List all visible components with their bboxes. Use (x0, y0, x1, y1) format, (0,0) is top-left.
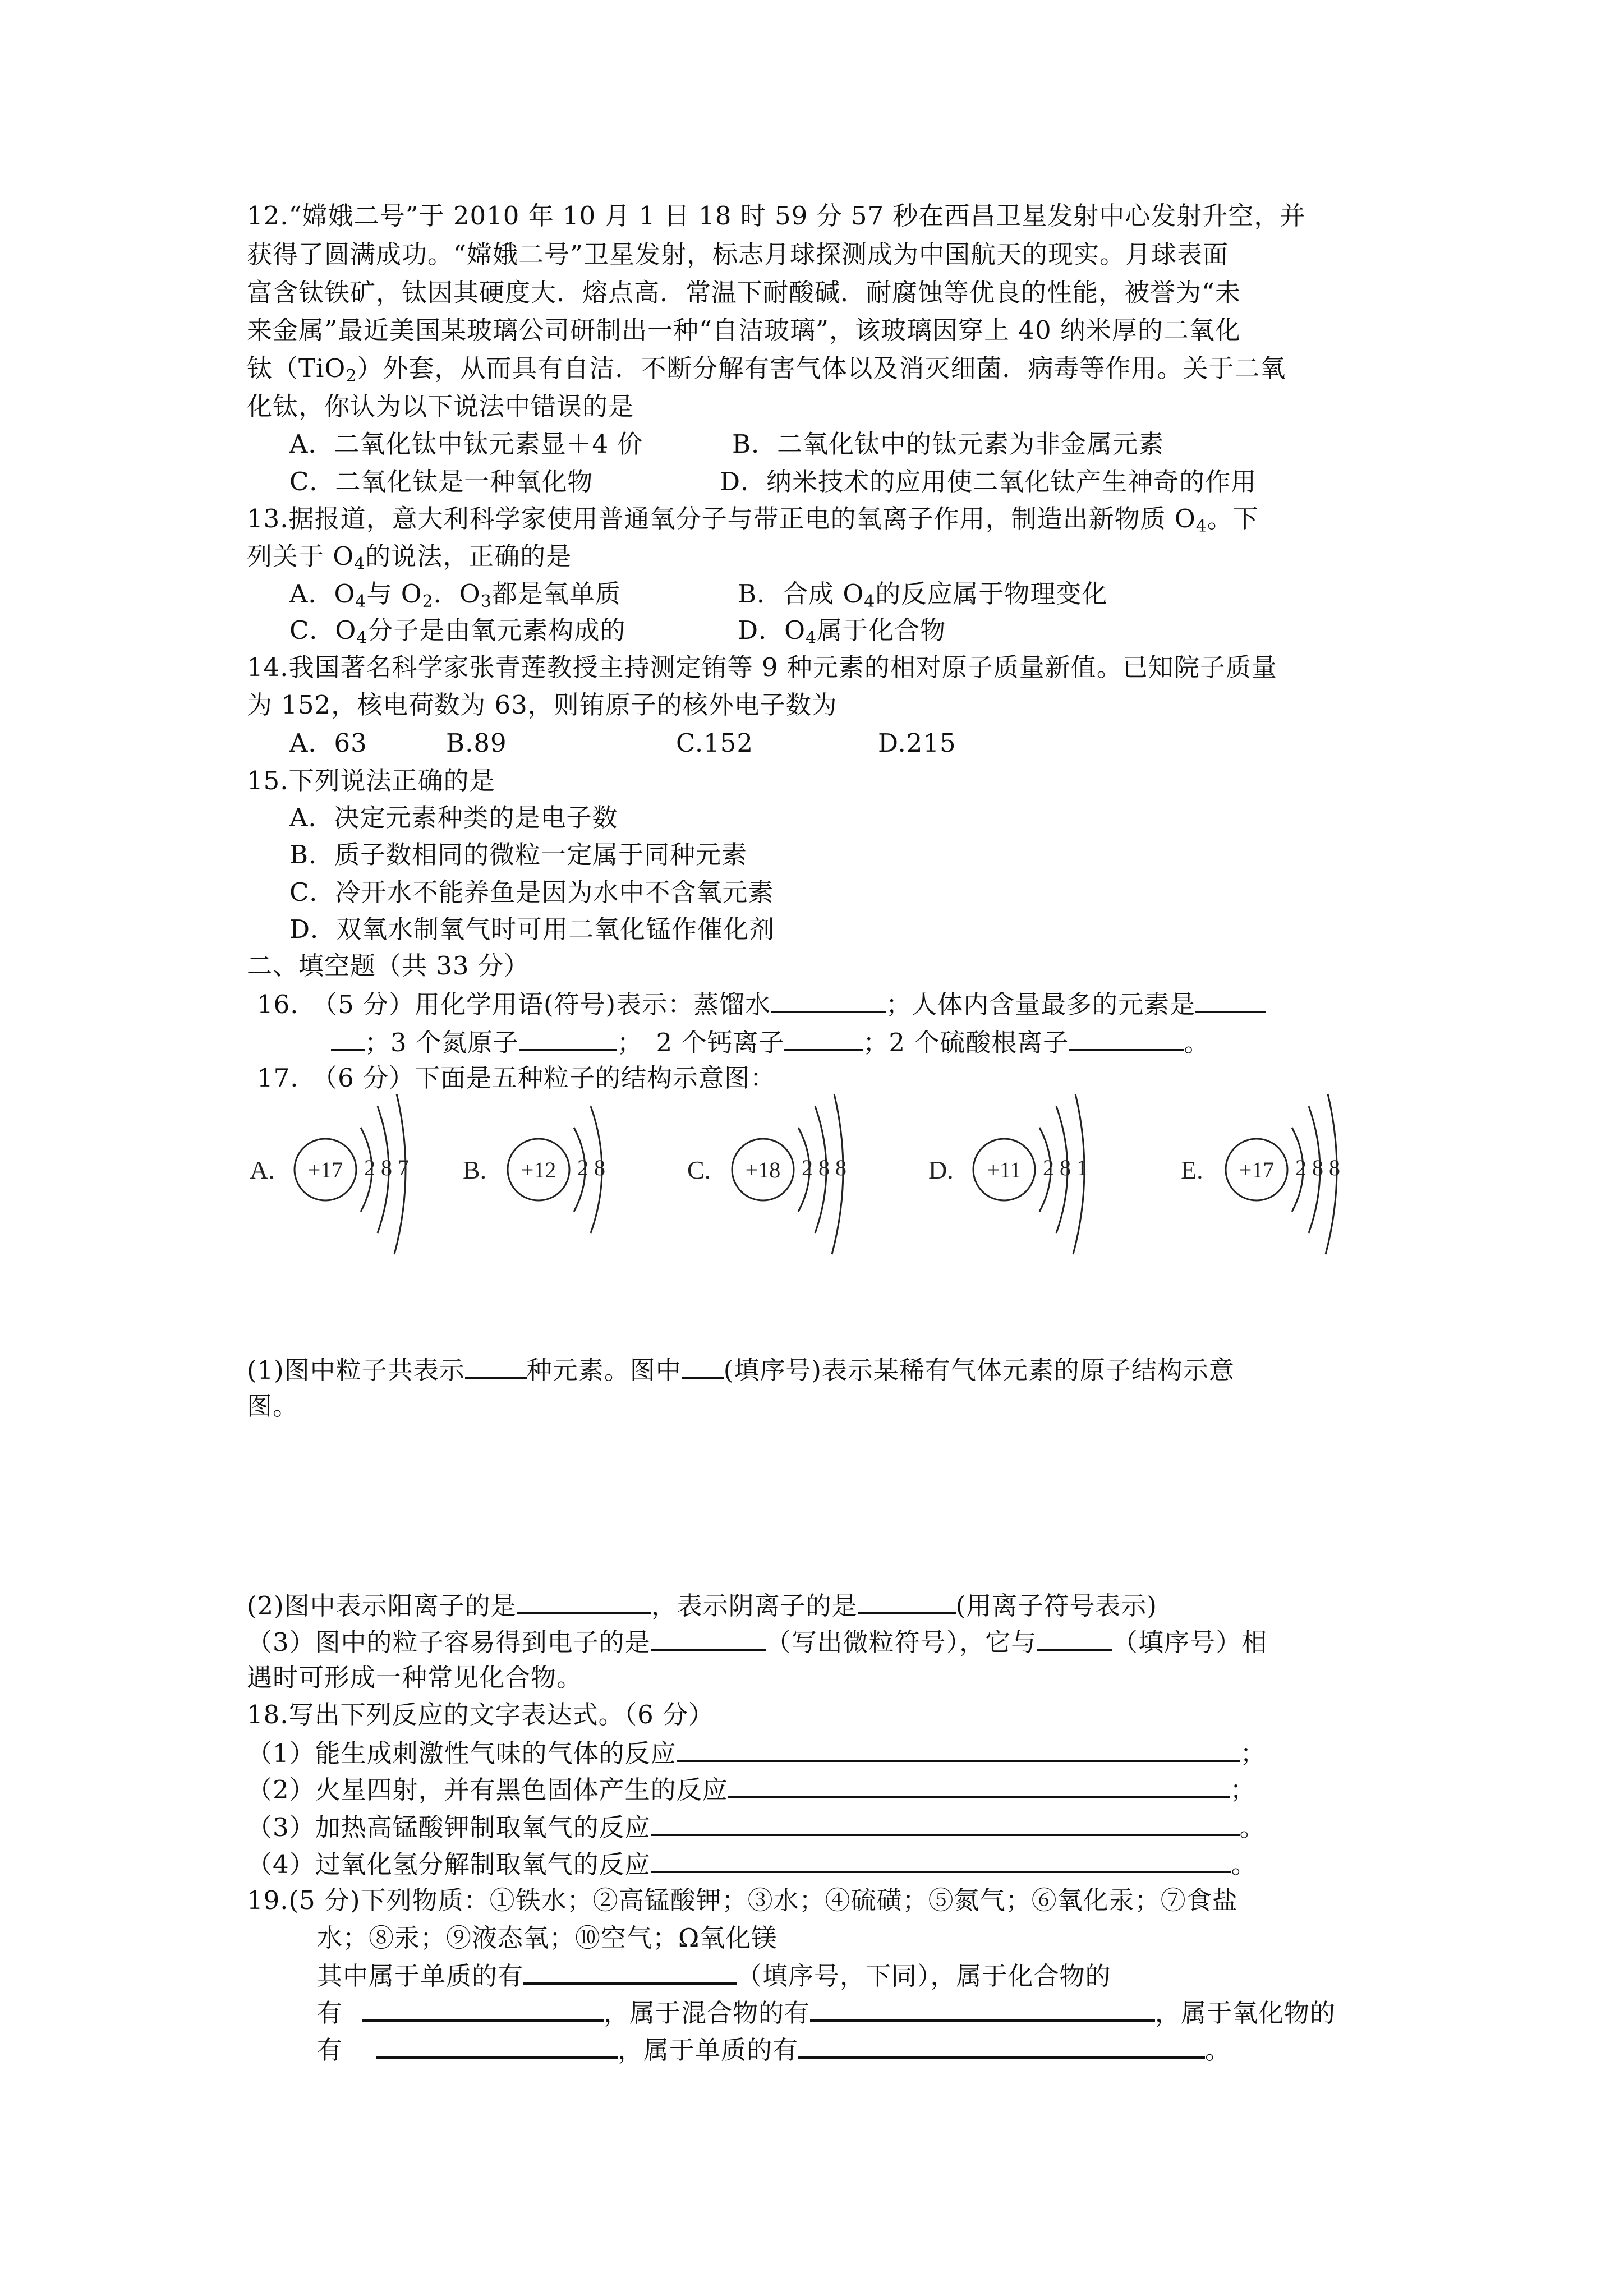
answer-blank[interactable] (798, 2032, 1205, 2059)
shell-electron-count: 8 (381, 1155, 392, 1180)
q13-line-1: 13.据报道，意大利科学家使用普通氧分子与带正电的氧离子作用，制造出新物质 $O_4$。下 (247, 504, 1259, 536)
answer-blank[interactable] (1069, 1024, 1184, 1051)
answer-blank[interactable] (677, 1735, 1240, 1762)
atom-diagram-e (1181, 1094, 1340, 1254)
answer-blank[interactable] (362, 1995, 604, 2022)
answer-blank[interactable] (517, 1588, 651, 1614)
shell-electron-count: 8 (1329, 1155, 1340, 1180)
diagram-label: A. (250, 1156, 275, 1184)
shell-electron-count: 2 (1043, 1155, 1054, 1180)
q19-line-2: 水；⑧汞；⑨液态氧；⑩空气；Ω氧化镁 (317, 1923, 778, 1953)
q15-option-c: C．冷开水不能养鱼是因为水中不含氧元素 (289, 877, 774, 907)
q12-option-a: A．二氧化钛中钛元素显＋4 价 (289, 429, 643, 459)
atom-diagram-c (687, 1094, 846, 1254)
nucleus-charge: +12 (521, 1157, 556, 1182)
q12-line-1: 12.“嫦娥二号”于 2010 年 10 月 1 日 18 时 59 分 57 秒在西昌卫星发射中心发射升空，并 (247, 201, 1306, 231)
answer-blank[interactable] (784, 1024, 863, 1051)
q15-option-d: D．双氧水制氧气时可用二氧化锰作催化剂 (289, 914, 775, 944)
q14-line-2: 为 152，核电荷数为 63，则铕原子的核外电子数为 (247, 690, 838, 720)
q13-option-b: B．合成 $O_4$的反应属于物理变化 (738, 579, 1108, 611)
q13-line-2: 列关于 $O_4$的说法，正确的是 (247, 541, 572, 574)
q18-reaction-3: （3）加热高锰酸钾制取氧气的反应 。 (247, 1809, 1266, 1844)
atom-diagram-d (928, 1094, 1088, 1254)
q14-option-b: B.89 (446, 728, 507, 758)
shell-electron-count: 2 (364, 1155, 375, 1180)
q18-reaction-2: （2）火星四射，并有黑色固体产生的反应 ； (247, 1772, 1256, 1807)
diagram-label: B. (463, 1156, 487, 1184)
q18-reaction-4: （4）过氧化氢分解制取氧气的反应 。 (247, 1846, 1257, 1881)
shell-electron-count: 8 (835, 1155, 846, 1180)
answer-blank[interactable] (376, 2032, 618, 2059)
answer-blank[interactable] (858, 1588, 956, 1614)
shell-electron-count: 2 (1295, 1155, 1306, 1180)
answer-blank[interactable] (1195, 986, 1266, 1013)
nucleus-charge: +18 (745, 1157, 781, 1182)
q17-part-1-cont: 图。 (247, 1391, 299, 1421)
q13-option-c: C．$O_4$分子是由氧元素构成的 (289, 615, 626, 648)
answer-blank[interactable] (651, 1846, 1231, 1873)
nucleus-charge: +11 (987, 1157, 1022, 1182)
atom-diagram-b (463, 1106, 605, 1233)
q19-line-1: 19.(5 分)下列物质：①铁水；②高锰酸钾；③水；④硫磺；⑤氮气；⑥氧化汞；⑦食盐 (247, 1885, 1238, 1915)
shell-electron-count: 8 (594, 1155, 605, 1180)
q13-option-a: A．$O_4$与 $O_2$．$O_3$都是氧单质 (289, 579, 621, 611)
q12-line-6: 化钛，你认为以下说法中错误的是 (247, 392, 634, 421)
q12-option-d: D．纳米技术的应用使二氧化钛产生神奇的作用 (720, 467, 1257, 496)
answer-blank[interactable] (523, 1958, 737, 1985)
answer-blank[interactable] (465, 1352, 527, 1379)
answer-blank[interactable] (771, 986, 886, 1013)
q16-line-2: ；3 个氮原子 ； 2 个钙离子 ；2 个硫酸根离子 。 (331, 1024, 1209, 1060)
q12-line-2: 获得了圆满成功。“嫦娥二号”卫星发射，标志月球探测成为中国航天的现实。月球表面 (247, 240, 1229, 269)
q16-line-1: 16. （5 分）用化学用语(符号)表示：蒸馏水 ；人体内含量最多的元素是 (257, 986, 1266, 1022)
diagram-label: E. (1181, 1156, 1203, 1184)
q19-line-3: 其中属于单质的有 （填序号，下同），属于化合物的 (317, 1958, 1111, 1993)
q19-line-5: 有 ，属于单质的有 。 (317, 2032, 1231, 2067)
q14-option-c: C.152 (676, 728, 754, 758)
q18-reaction-1: （1）能生成刺激性气味的气体的反应 ； (247, 1735, 1266, 1770)
q14-option-a: A．63 (289, 728, 367, 758)
atom-diagram-a (250, 1094, 409, 1254)
q17-part-3: （3）图中的粒子容易得到电子的是 （写出微粒符号），它与 （填序号）相 (247, 1624, 1267, 1659)
answer-blank[interactable] (519, 1024, 617, 1051)
q18-title: 18.写出下列反应的文字表达式。（6 分） (247, 1700, 715, 1729)
q17-part-1: (1)图中粒子共表示 种元素。图中 (填序号)表示某稀有气体元素的原子结构示意 (247, 1352, 1235, 1387)
answer-blank[interactable] (651, 1624, 766, 1651)
nucleus-charge: +17 (307, 1157, 343, 1182)
answer-blank[interactable] (651, 1809, 1240, 1836)
atom-structure-svg (247, 1094, 1402, 1279)
q15-option-a: A．决定元素种类的是电子数 (289, 803, 618, 832)
section-title: 二、填空题（共 33 分） (247, 951, 530, 981)
answer-blank[interactable] (810, 1995, 1155, 2022)
diagram-label: D. (928, 1156, 954, 1184)
q13-option-d: D．$O_4$属于化合物 (738, 615, 946, 648)
shell-electron-count: 8 (818, 1155, 830, 1180)
answer-blank[interactable] (331, 1024, 365, 1051)
q12-line-5: 钛（TiO$_2$）外套，从而具有自洁．不断分解有害气体以及消灭细菌．病毒等作用。关于二氧 (247, 353, 1286, 386)
diagram-label: C. (687, 1156, 711, 1184)
shell-electron-count: 8 (1060, 1155, 1071, 1180)
shell-electron-count: 2 (802, 1155, 813, 1180)
shell-electron-count: 7 (398, 1155, 409, 1180)
q12-line-4: 来金属”最近美国某玻璃公司研制出一种“自洁玻璃”，该玻璃因穿上 40 纳米厚的二氧化 (247, 315, 1241, 345)
q12-option-b: B．二氧化钛中的钛元素为非金属元素 (732, 429, 1165, 459)
q14-option-d: D.215 (878, 728, 956, 758)
answer-blank[interactable] (728, 1772, 1230, 1798)
answer-blank[interactable] (1037, 1624, 1112, 1651)
shell-electron-count: 2 (577, 1155, 588, 1180)
q19-line-4: 有 ，属于混合物的有 ，属于氧化物的 (317, 1995, 1336, 2030)
q17-part-2: (2)图中表示阳离子的是 ，表示阴离子的是 (用离子符号表示) (247, 1588, 1157, 1623)
shell-electron-count: 8 (1312, 1155, 1323, 1180)
q12-line-3: 富含钛铁矿，钛因其硬度大．熔点高．常温下耐酸碱．耐腐蚀等优良的性能，被誉为“未 (247, 278, 1241, 307)
q14-line-1: 14.我国著名科学家张青莲教授主持测定铕等 9 种元素的相对原子质量新值。已知院子质量 (247, 652, 1277, 682)
q12-option-c: C．二氧化钛是一种氧化物 (289, 467, 594, 496)
nucleus-charge: +17 (1239, 1157, 1275, 1182)
shell-electron-count: 1 (1076, 1155, 1088, 1180)
q17-part-3-cont: 遇时可形成一种常见化合物。 (247, 1663, 583, 1692)
atom-structure-diagrams (247, 1094, 1402, 1279)
q15-title: 15.下列说法正确的是 (247, 766, 495, 795)
answer-blank[interactable] (682, 1352, 724, 1379)
q17-title: 17. （6 分）下面是五种粒子的结构示意图： (257, 1063, 776, 1093)
q15-option-b: B．质子数相同的微粒一定属于同种元素 (289, 840, 748, 869)
